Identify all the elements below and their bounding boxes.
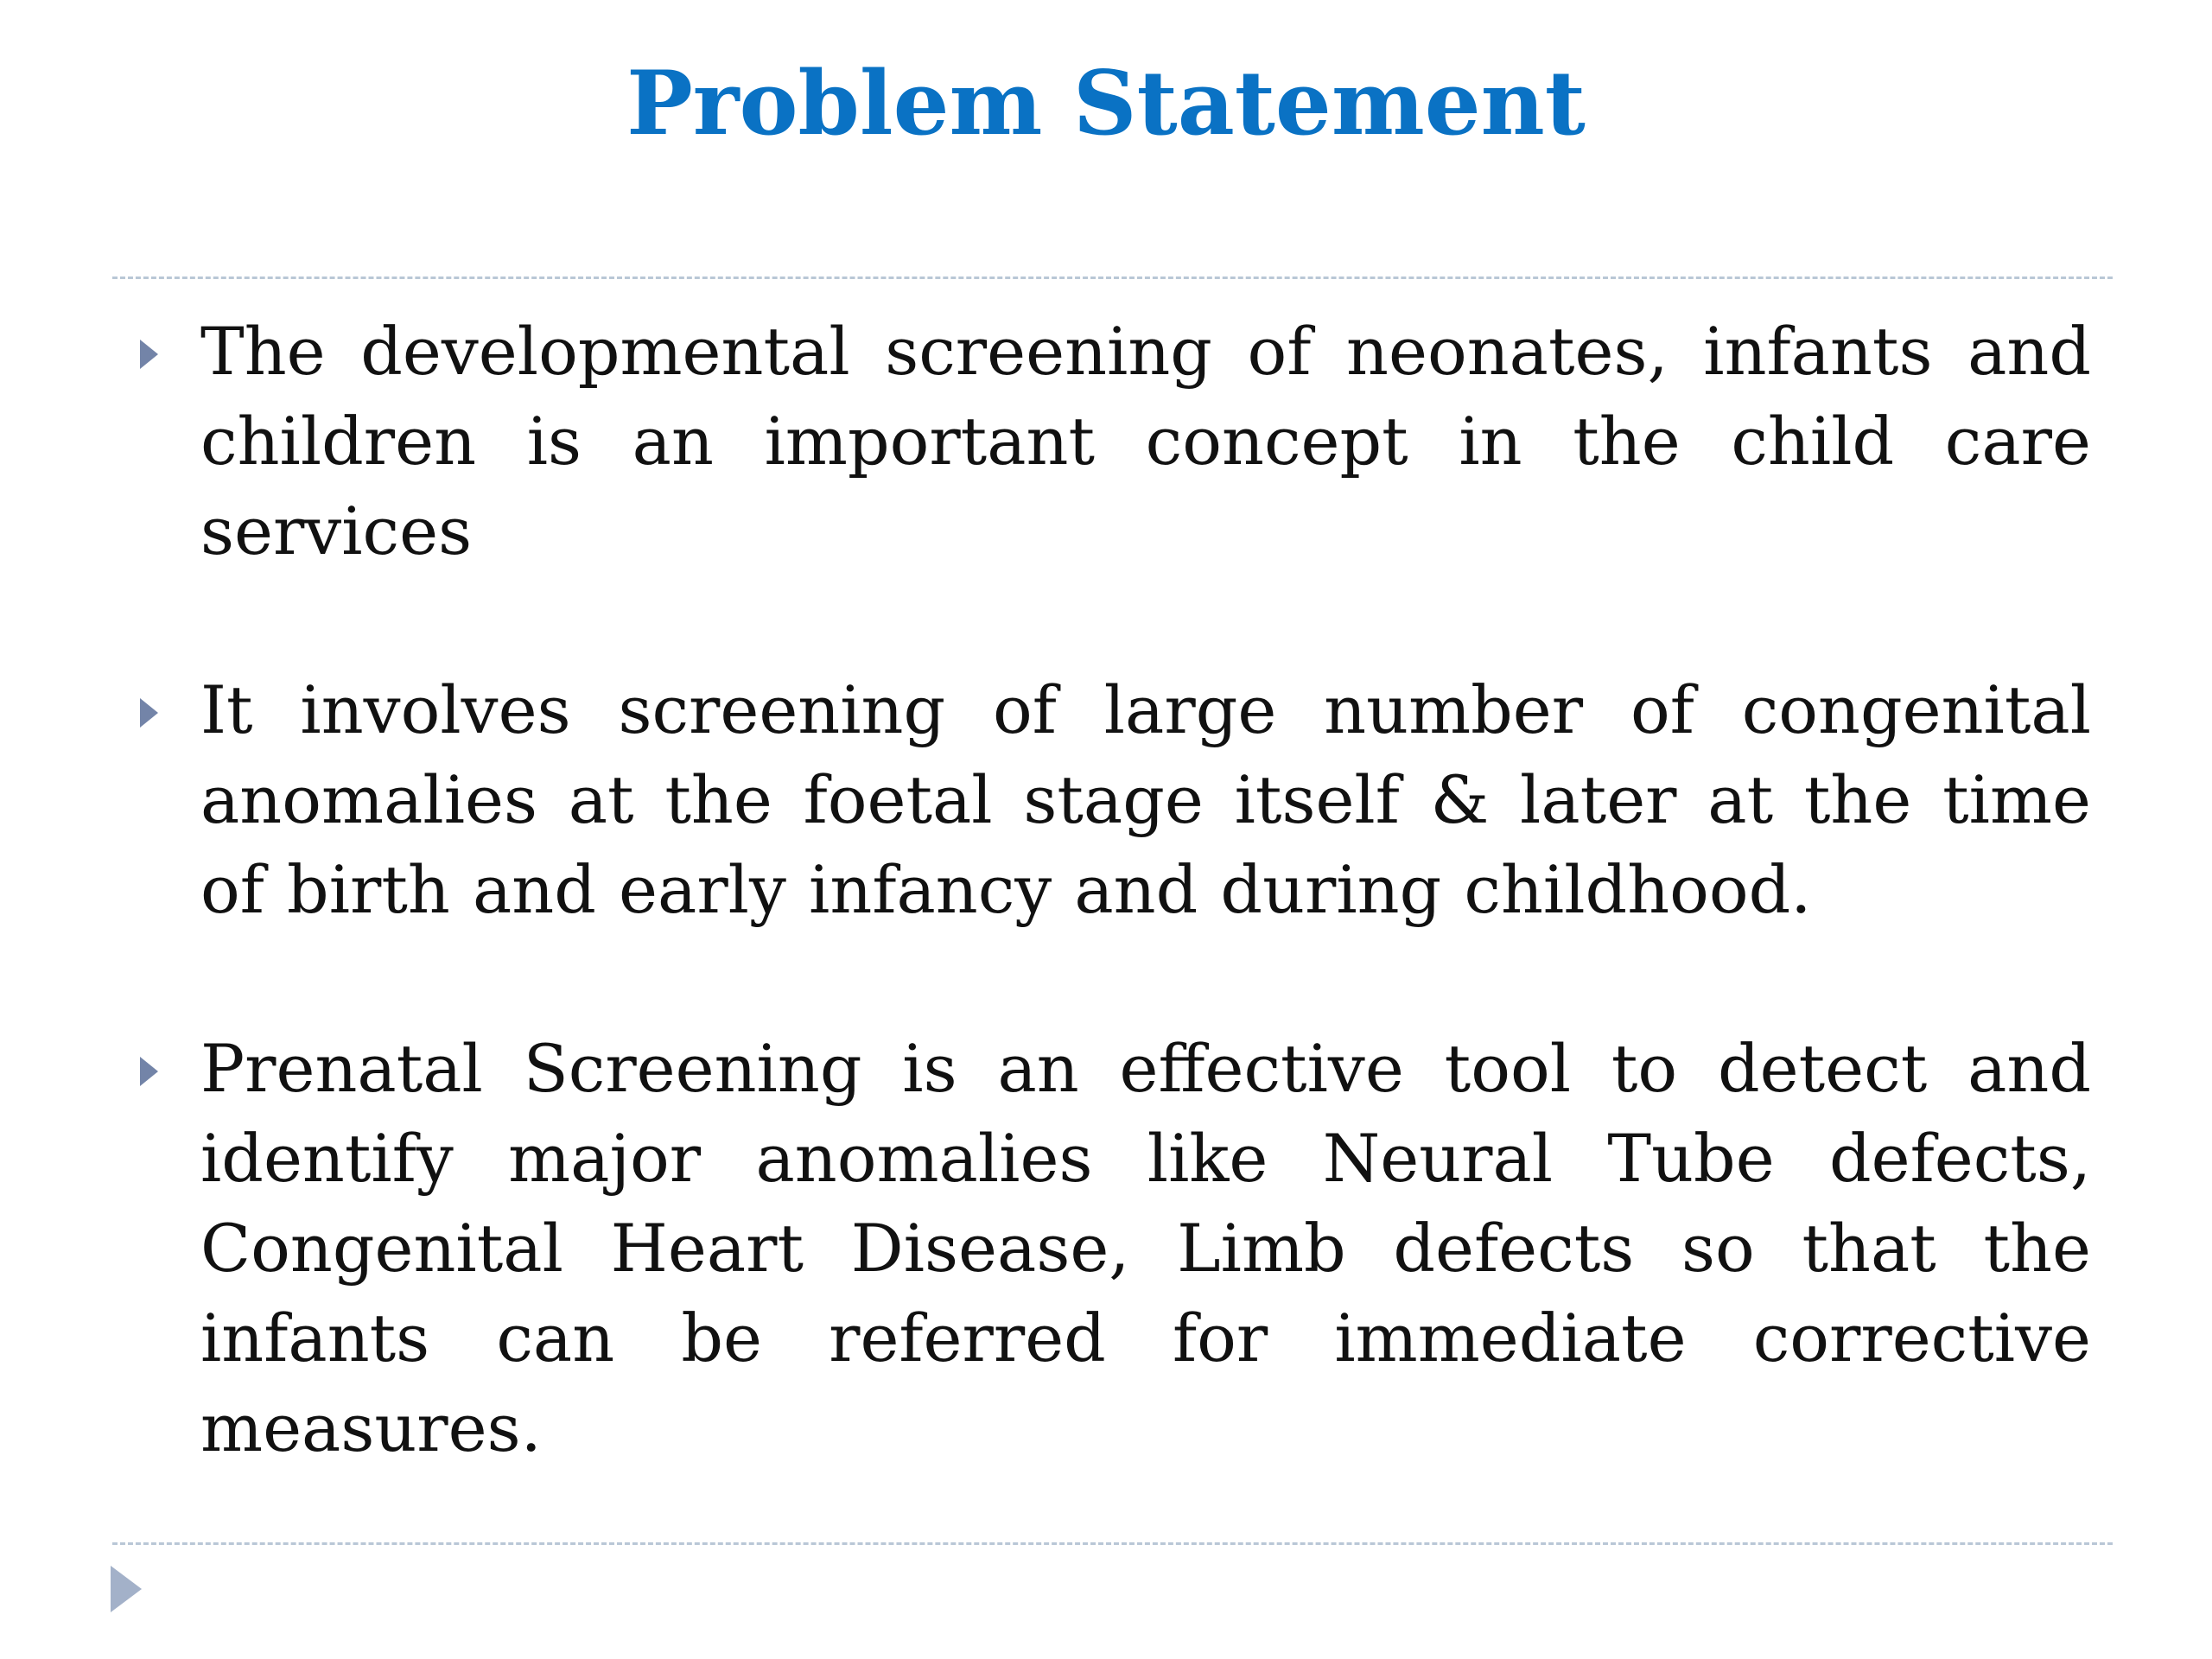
- triangle-right-icon: [140, 698, 158, 728]
- triangle-right-icon: [140, 340, 158, 369]
- triangle-right-icon: [140, 1057, 158, 1086]
- bottom-divider: [112, 1542, 2113, 1545]
- bullet-text: It involves screening of large number of congenital anomalies at the foetal stage itself & later at the time of birth and early infancy and during childhood.: [200, 671, 2091, 928]
- slide-title: Problem Statement: [626, 52, 1586, 156]
- footer-triangle-icon: [111, 1566, 142, 1612]
- bullet-text: The developmental screening of neonates, infants and children is an important concept in the child care services: [200, 313, 2091, 569]
- bullet-text: Prenatal Screening is an effective tool to detect and identify major anomalies like Neural Tube defects, Congenital Heart Disease, Limb defects so that the infants can be referred for immediate corrective measures.: [200, 1030, 2091, 1466]
